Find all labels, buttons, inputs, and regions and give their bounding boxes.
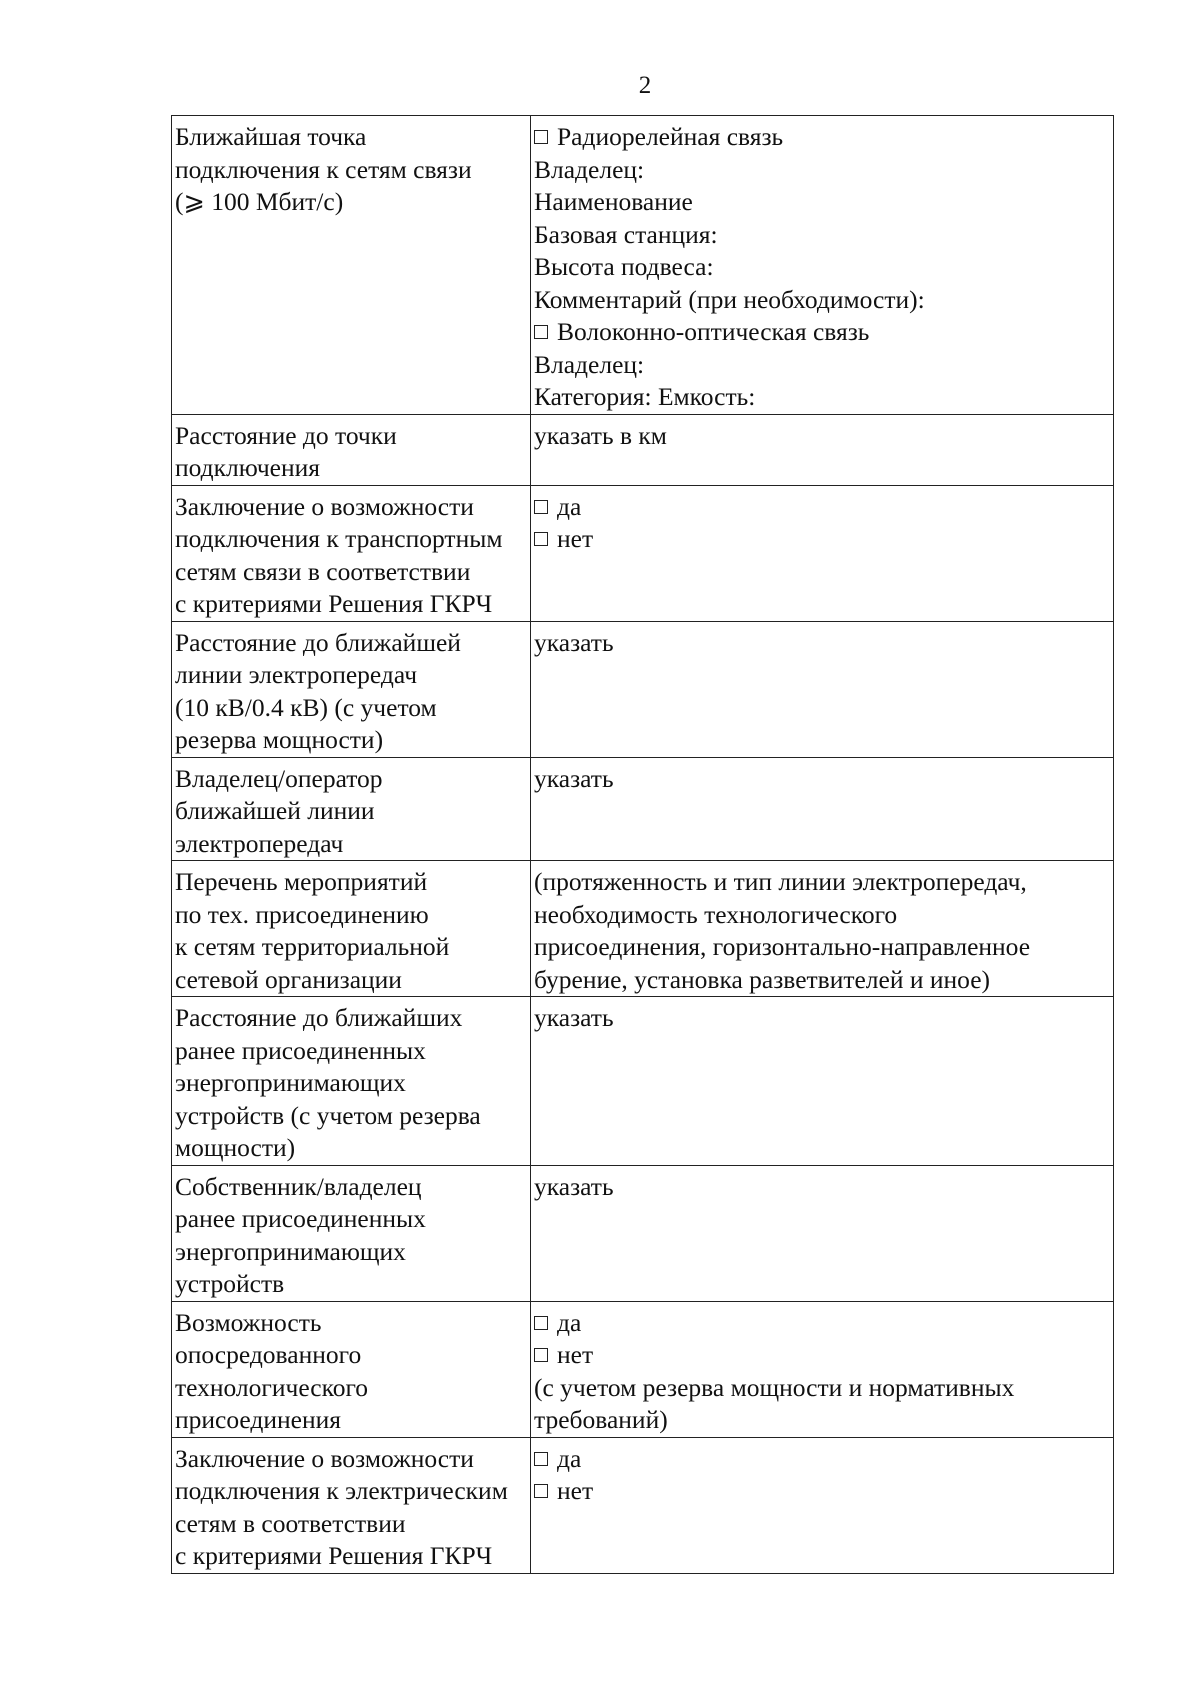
row-value-line: Базовая станция:	[534, 219, 718, 249]
row-label-line: сетевой организации	[175, 964, 402, 994]
checkbox-option[interactable]	[534, 316, 1110, 349]
row-label-cell	[172, 621, 531, 757]
row-label-line: Перечень мероприятий	[175, 867, 428, 896]
row-label-cell	[172, 1437, 531, 1573]
row-value-cell	[531, 1437, 1114, 1573]
row-label-cell	[172, 1165, 531, 1301]
row-value-line: указать	[534, 1171, 614, 1201]
row-label-line: опосредованного	[175, 1340, 362, 1369]
table-row	[172, 621, 1114, 757]
checkbox-option[interactable]	[534, 491, 1110, 524]
row-label-line: присоединения	[175, 1405, 342, 1434]
row-value-cell	[531, 1165, 1114, 1301]
row-value-line: (протяженность и тип линии электропередач,	[534, 867, 1027, 896]
row-value-line: указать	[534, 627, 614, 657]
checkbox-icon[interactable]	[534, 1452, 548, 1466]
row-label-line: по тех. присоединению	[175, 899, 429, 929]
row-value-line: бурение, установка разветвителей и иное)	[534, 964, 991, 994]
row-label-line: устройств	[175, 1269, 285, 1298]
row-value-line: указать в км	[534, 420, 667, 450]
row-label-line: сетям связи в соответствии	[175, 556, 471, 586]
row-label-line: Расстояние до ближайших	[175, 1003, 463, 1032]
row-value-line: (с учетом резерва мощности и нормативных	[534, 1372, 1015, 1402]
row-value-line: Категория: Емкость:	[534, 382, 756, 411]
row-value-line: необходимость технологического	[534, 899, 898, 929]
checkbox-icon[interactable]	[534, 130, 548, 144]
row-label-line: (10 кВ/0.4 кВ) (с учетом	[175, 692, 437, 722]
row-label-line: Расстояние до ближайшей	[175, 627, 461, 657]
checkbox-icon[interactable]	[534, 1348, 548, 1362]
table-row	[172, 485, 1114, 621]
row-label-line: мощности)	[175, 1133, 296, 1162]
table-row	[172, 116, 1114, 415]
checkbox-label: да	[557, 1307, 582, 1337]
row-label-cell	[172, 414, 531, 485]
row-value-line: присоединения, горизонтально-направленное	[534, 932, 1031, 961]
checkbox-icon[interactable]	[534, 500, 548, 514]
checkbox-icon[interactable]	[534, 1316, 548, 1330]
row-value-cell	[531, 621, 1114, 757]
row-label-line: Расстояние до точки	[175, 420, 397, 450]
row-label-line: энергопринимающих	[175, 1068, 406, 1097]
row-label-line: с критериями Решения ГКРЧ	[175, 1541, 493, 1570]
row-value-cell	[531, 485, 1114, 621]
table-row	[172, 1437, 1114, 1573]
connection-info-table	[171, 115, 1114, 1574]
row-value-cell	[531, 1301, 1114, 1437]
page-number: 2	[638, 72, 652, 99]
row-value-cell	[531, 757, 1114, 861]
row-label-line: сетям в соответствии	[175, 1508, 406, 1538]
row-value-line: Владелец:	[534, 349, 645, 379]
table-row	[172, 997, 1114, 1166]
row-value-line: Высота подвеса:	[534, 252, 714, 281]
row-value-cell	[531, 414, 1114, 485]
checkbox-label: да	[557, 1443, 582, 1473]
checkbox-label: Радиорелейная связь	[557, 122, 784, 151]
row-label-cell	[172, 861, 531, 997]
row-value-line: требований)	[534, 1405, 668, 1434]
row-label-line: с критериями Решения ГКРЧ	[175, 589, 493, 618]
row-label-line: Возможность	[175, 1307, 322, 1337]
table-row	[172, 414, 1114, 485]
row-value-line: указать	[534, 1003, 614, 1032]
row-label-line: ранее присоединенных	[175, 1035, 426, 1065]
row-label-line: Владелец/оператор	[175, 763, 383, 793]
row-value-cell	[531, 116, 1114, 415]
checkbox-option[interactable]	[534, 121, 1110, 154]
row-label-line: Заключение о возможности	[175, 1443, 474, 1473]
table-row	[172, 757, 1114, 861]
row-label-line: подключения	[175, 453, 320, 482]
checkbox-label: да	[557, 491, 582, 521]
row-label-line: ранее присоединенных	[175, 1204, 426, 1233]
checkbox-option[interactable]	[534, 1443, 1110, 1476]
checkbox-icon[interactable]	[534, 1484, 548, 1498]
checkbox-option[interactable]	[534, 1475, 1110, 1508]
row-label-line: подключения к транспортным	[175, 524, 503, 553]
row-label-cell	[172, 1301, 531, 1437]
checkbox-option[interactable]	[534, 523, 1110, 556]
row-label-cell	[172, 997, 531, 1166]
row-label-cell	[172, 485, 531, 621]
row-label-line: электропередач	[175, 828, 344, 858]
row-label-line: к сетям территориальной	[175, 932, 450, 961]
row-label-line: устройств (с учетом резерва	[175, 1100, 481, 1130]
checkbox-label: нет	[557, 1476, 594, 1505]
table-row	[172, 1301, 1114, 1437]
row-label-cell	[172, 116, 531, 415]
row-label-line: линии электропередач	[175, 660, 418, 689]
row-value-line: Наименование	[534, 187, 693, 216]
checkbox-label: нет	[557, 524, 594, 553]
row-label-line: ближайшей линии	[175, 796, 375, 825]
row-label-line: (⩾ 100 Мбит/с)	[175, 187, 344, 216]
checkbox-icon[interactable]	[534, 325, 548, 339]
table-body	[172, 116, 1114, 1574]
checkbox-label: нет	[557, 1340, 594, 1369]
checkbox-option[interactable]	[534, 1339, 1110, 1372]
row-label-line: энергопринимающих	[175, 1236, 406, 1266]
row-value-line: Владелец:	[534, 154, 645, 184]
row-label-line: подключения к электрическим	[175, 1476, 508, 1505]
row-label-line: резерва мощности)	[175, 725, 384, 754]
row-value-line: указать	[534, 763, 614, 793]
row-label-line: Ближайшая точка	[175, 122, 367, 151]
checkbox-option[interactable]	[534, 1307, 1110, 1340]
row-label-line: Собственник/владелец	[175, 1171, 422, 1201]
row-label-line: технологического	[175, 1372, 369, 1402]
row-label-cell	[172, 757, 531, 861]
row-label-line: подключения к сетям связи	[175, 154, 472, 184]
table-row	[172, 861, 1114, 997]
row-label-line: Заключение о возможности	[175, 491, 474, 521]
row-value-cell	[531, 861, 1114, 997]
table-row	[172, 1165, 1114, 1301]
checkbox-icon[interactable]	[534, 532, 548, 546]
checkbox-label: Волоконно-оптическая связь	[557, 317, 870, 346]
row-value-line: Комментарий (при необходимости):	[534, 284, 925, 314]
row-value-cell	[531, 997, 1114, 1166]
